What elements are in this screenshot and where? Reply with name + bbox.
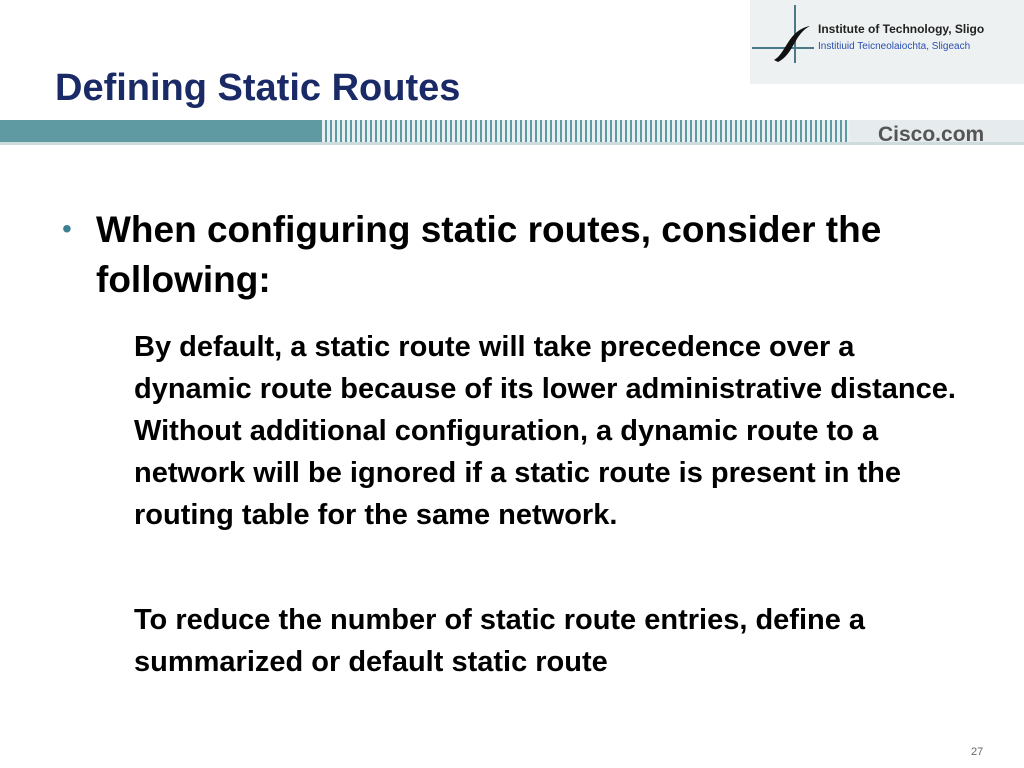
logo-swoosh-icon bbox=[770, 20, 814, 64]
slide-title: Defining Static Routes bbox=[55, 67, 461, 109]
main-bullet-text: When configuring static routes, consider the following: bbox=[96, 209, 882, 300]
header-banner bbox=[0, 120, 1024, 146]
banner-underline bbox=[0, 142, 1024, 145]
logo-institute-name: Institute of Technology, Sligo bbox=[818, 22, 985, 36]
cisco-com-label: Cisco.com bbox=[878, 123, 985, 146]
bullet-dot-icon: • bbox=[62, 213, 72, 244]
banner-striped-segment bbox=[320, 120, 850, 142]
banner-solid-segment bbox=[0, 120, 320, 142]
sub-point-summarize: To reduce the number of static route entries, define a summarized or default static route bbox=[134, 604, 866, 678]
page-number: 27 bbox=[971, 746, 984, 758]
sub-point-precedence: By default, a static route will take precedence over a dynamic route because of its lower administrative distance. Without additional configuration, a dynamic route to a network will be ignored if a static route is present in the routing table for the same network. bbox=[134, 331, 956, 531]
logo-institute-name-irish: Institiuid Teicneolaiochta, Sligeach bbox=[818, 41, 971, 52]
